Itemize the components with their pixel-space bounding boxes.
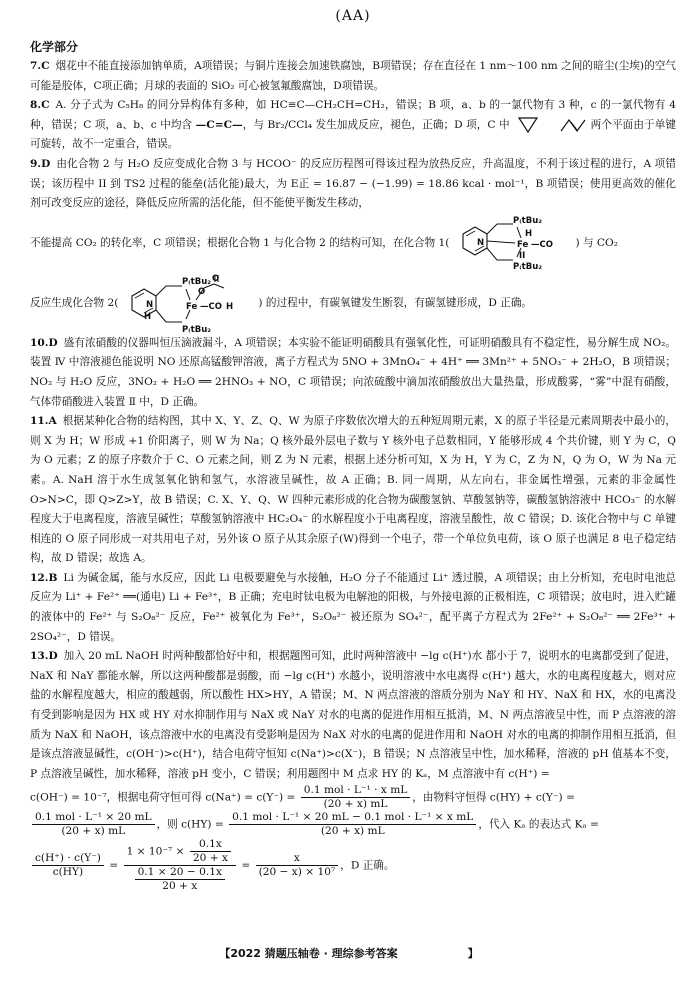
item-answer: C bbox=[41, 99, 50, 112]
answer-item-13 bbox=[30, 647, 676, 784]
item-text: ) 的过程中，有碳氧键发生断裂，有碳氢键形成，D 正确。 bbox=[258, 296, 533, 309]
fe-label: Fe bbox=[517, 239, 529, 250]
compound-2-structure bbox=[122, 272, 254, 334]
fraction-numerator: 0.1 mol · L⁻¹ × 20 mL − 0.1 mol · L⁻¹ × x mL bbox=[229, 811, 476, 825]
item-text: 两个平面由于单键可旋转，故不一定重合，错误。 bbox=[30, 118, 676, 151]
item-number: 7. bbox=[30, 60, 42, 72]
item-number: 13. bbox=[30, 650, 49, 663]
fraction-numerator: 0.1 mol · L⁻¹ · x mL bbox=[301, 784, 411, 798]
item-text: ，与 Br₂/CCl₄ 发生加成反应，褪色，正确；D 项，C 中 bbox=[242, 118, 510, 131]
item-number: 10. bbox=[30, 336, 49, 349]
item-answer: C bbox=[41, 60, 50, 72]
fraction-numerator: 0.1 mol · L⁻¹ × 20 mL bbox=[32, 811, 155, 825]
item-text: c(OH⁻) = 10⁻⁷，根据电荷守恒可得 c(Na⁺) = c(Y⁻) = bbox=[30, 791, 296, 804]
item-text: 不能提高 CO₂ 的转化率，C 项错误；根据化合物 1 与化合物 2 的结构可知，在化合物 1( bbox=[30, 236, 450, 249]
fraction bbox=[32, 811, 155, 838]
cyclopropane-structure-icon bbox=[517, 116, 547, 134]
answer-item-9-continued-2 bbox=[30, 272, 676, 334]
answer-item-9 bbox=[30, 155, 676, 214]
item-text: Li 为碱金属，能与水反应，因此 Li 电极要避免与水接触，H₂O 分子不能通过 Li⁺ 透过膜，A 项错误；由上分析知，充电时电池总反应为 Li⁺ + Fe²⁺ ══(通电) Li + Fe³⁺，B 正确；充电时钛电极为电解池的阳极，与外接电源的正极相连，C 项错误；放电时，进入贮罐的液体中的 Fe²⁺ 与 S₂O₈²⁻ 反应，Fe²⁺ 被氧化为 Fe³⁺，S₂O₈²⁻ 被还原为 SO₄²⁻，配平离子方程式为 2Fe²⁺ + S₂O₈²⁻ ══ 2Fe³⁺ + 2SO₄²⁻，D 错误。 bbox=[30, 571, 676, 643]
fraction bbox=[190, 838, 231, 865]
equation-line-3 bbox=[30, 838, 676, 893]
item-text: 根据某种化合物的结构图，其中 X、Y、Z、Q、W 为原子序数依次增大的五种短周期元素，X 的原子半径是元素周期表中最小的，则 X 为 H；W 形成 +1 价阳离子，则 W 为 Na；Q 核外最外层电子数与 Y 核外电子总数相同，Y 能够形成 4 个共价键，则 Y 为 C，Q 为 O 元素；Z 的原子序数介于 C、O 元素之间，则 Z 为 N 元素，根据上述分析可知，X 为 H，Y 为 C，Z 为 N，Q 为 O，W 为 Na 元素。A. NaH 溶于水生成氢氧化钠和氢气，水溶液呈碱性，故 A 正确；B. 同一周期，从左向右，非金属性增强，元素的非金属性 O>N>C，即 Q>Z>Y，故 B 错误；C. X、Y、Q、W 四种元素形成的化合物为碳酸氢钠、草酸氢钠等，碳酸氢钠溶液中 HCO₃⁻ 的水解程度大于电离程度，溶液呈碱性；草酸氢钠溶液中 HC₂O₄⁻ 的水解程度小于电离程度，溶液呈酸性，故 C 错误；D. 该化合物中与 C 单键相连的 O 原子同形成一对共用电子对，另外该 O 原子从其余原子(W)得到一个电子，带一个单位负电荷，该 O 原子也满足 8 电子稳定结构，故 D 错误；故选 A。 bbox=[30, 415, 676, 565]
fraction bbox=[256, 852, 339, 879]
oxygen-label: O bbox=[212, 273, 220, 284]
item-text: 反应生成化合物 2( bbox=[30, 296, 119, 309]
item-text: 盛有浓硝酸的仪器叫恒压滴液漏斗，A 项错误；本实验不能证明硝酸具有强氧化性，可证明硝酸具有不稳定性，易分解生成 NO₂。装置 Ⅳ 中溶液褪色能说明 NO 还原高锰酸钾溶液，离子方程式为 5NO + 3MnO₄⁻ + 4H⁺ ══ 3Mn²⁺ + 5NO₃⁻ + 2H₂O，B 项错误；NO₂ 与 H₂O 反应，3NO₂ + H₂O ══ 2HNO₃ + NO，C 项错误；向浓硫酸中滴加浓硝酸放出大量热量，形成酸雾，“雾”中混有硝酸，气体带硝酸进入装置 Ⅱ 中，D 正确。 bbox=[30, 336, 676, 408]
item-text: ，D 正确。 bbox=[340, 859, 395, 872]
answer-item-8 bbox=[30, 96, 676, 155]
fe-label: Fe bbox=[186, 301, 198, 312]
answer-item-12 bbox=[30, 569, 676, 647]
item-number: 9. bbox=[30, 157, 42, 170]
formate-h-label: H bbox=[226, 301, 234, 312]
item-text: ) 与 CO₂ bbox=[575, 236, 618, 249]
compound-fraction bbox=[124, 838, 236, 893]
item-answer: D bbox=[48, 650, 58, 663]
item-text: ，代入 Kₐ 的表达式 Kₐ = bbox=[478, 818, 599, 831]
n-label: N bbox=[146, 299, 154, 310]
ptbu2-label: P₍tBu₂ bbox=[182, 276, 212, 287]
item-text: 加入 20 mL NaOH 时两种酸都恰好中和，根据题图可知，此时两种溶液中 −lg c(H⁺)水 都小于 7，说明水的电离都受到了促进，NaX 和 NaY 都能水解，所以这两种酸都是弱酸，而 −lg c(H⁺) 水越小，说明溶液中水电离得 c(H⁺) 越大，水的电离程度越大，则对应盐的水解程度越大，相应的酸越弱，所以酸性 HX>HY，A 错误；M、N 两点溶液的溶质分别为 NaY 和 HY、NaX 和 HX，水的电离没有受到影响是因为 HX 或 HY 对水抑制作用与 NaX 或 NaY 对水的电离的促进作用相互抵消，M、N 两点溶液呈中性，而 P 点溶液的溶质为 NaX 和 NaOH，该点溶液中水的电离没有受影响是因为 NaX 对水的电离的促进作用和 NaOH 对水的电离的抑制作用相互抵消，但是该点溶液显碱性，c(OH⁻)>c(H⁺)，结合电荷守恒知 c(Na⁺)>c(X⁻)，B 错误；N 点溶液呈中性，加水稀释，溶液的 pH 值基本不变，P 点溶液呈碱性，加水稀释，溶液 pH 变小，C 错误；利用题图中 M 点求 HY 的 Kₐ，M 点溶液中有 c(H⁺) = bbox=[30, 650, 676, 780]
ptbu2-label: P₍tBu₂ bbox=[513, 215, 543, 226]
fraction bbox=[301, 784, 411, 811]
h-label: H bbox=[144, 311, 152, 322]
co-label: —CO bbox=[531, 239, 554, 250]
footer-bracket: 】 bbox=[467, 947, 479, 960]
footer-title: 【2022 猜题压轴卷 · 理综参考答案 bbox=[219, 947, 398, 960]
fraction bbox=[229, 811, 476, 838]
fraction-numerator: c(H⁺) · c(Y⁻) bbox=[32, 852, 104, 866]
section-title: 化学部分 bbox=[30, 40, 79, 54]
item-answer: D bbox=[48, 336, 58, 349]
fraction-numerator: 0.1 × 20 − 0.1x bbox=[135, 866, 225, 880]
fraction-denominator: 20 + x bbox=[162, 880, 198, 893]
co-label: —CO bbox=[200, 301, 223, 312]
page-footer bbox=[0, 945, 698, 961]
fraction-denominator: (20 + x) mL bbox=[61, 825, 126, 838]
fraction bbox=[32, 852, 104, 879]
n-label: N bbox=[477, 237, 485, 248]
page-header: (AA) bbox=[335, 8, 371, 24]
compound-1-structure bbox=[453, 214, 571, 272]
item-answer: A bbox=[48, 415, 57, 428]
fraction-numerator: 0.1x bbox=[190, 838, 231, 852]
fraction-numerator bbox=[124, 838, 236, 866]
oxygen-label: O bbox=[198, 286, 206, 297]
equation-line-1 bbox=[30, 784, 676, 811]
item-text: 烟花中不能直接添加钠单质，A项错误；与铜片连接会加速铁腐蚀，B项错误；存在直径在 1 nm～100 nm 之间的暗尘(尘埃)的空气可能是胶体，C项正确；月球的表面的 SiO₂ 可心被氢氟酸腐蚀，D项错误。 bbox=[30, 60, 676, 92]
item-number: 11. bbox=[30, 415, 49, 428]
ptbu2-label: P₍tBu₂ bbox=[513, 261, 543, 272]
answer-item-9-continued bbox=[30, 214, 676, 272]
item-text: ，则 c(HY) = bbox=[156, 818, 224, 831]
answer-item-10 bbox=[30, 334, 676, 412]
cc-double-bond: —C=C— bbox=[195, 118, 243, 131]
fraction-denominator: c(HY) bbox=[52, 866, 84, 879]
fraction-denominator: (20 + x) mL bbox=[323, 798, 388, 811]
ptbu2-label: P₍tBu₂ bbox=[182, 324, 212, 334]
item-answer: B bbox=[48, 571, 58, 584]
hydride-label: H bbox=[525, 228, 533, 239]
equals-sign: = bbox=[241, 859, 251, 872]
equals-sign: = bbox=[109, 859, 119, 872]
fraction bbox=[135, 866, 225, 893]
fraction-denominator: (20 − x) × 10⁷ bbox=[258, 866, 336, 879]
fraction-part: 1 × 10⁻⁷ × bbox=[126, 845, 185, 858]
item-answer: D bbox=[41, 157, 51, 170]
answer-item-11 bbox=[30, 412, 676, 569]
answer-item-7 bbox=[30, 57, 676, 96]
item-text: ，由物料守恒得 c(HY) + c(Y⁻) = bbox=[412, 791, 575, 804]
equation-line-2 bbox=[30, 811, 676, 838]
item-text: 由化合物 2 与 H₂O 反应变成化合物 3 与 HCOO⁻ 的反应历程图可得该过程为放热反应，升高温度，不利于该过程的进行，A 项错误；该历程中 II 到 TS2 过程的能垒(活化能)最大，为 E正 = 16.87 − (−1.99) = 18.86 kcal · mol⁻¹，B 项错误；使用更高效的催化剂可改变反应的途径，降低反应所需的活化能，但不能使平衡发生移动， bbox=[30, 157, 676, 210]
fraction-denominator bbox=[124, 866, 236, 893]
fraction-denominator: (20 + x) mL bbox=[320, 825, 385, 838]
item-text: A. 分子式为 C₅H₈ 的同分异构体有多种，如 HC≡C—CH₂CH=CH₂，错误；B 项，a、b 的一氯代物有 3 种，c 的一氯代物有 4 种，错误；C 项，a、b、c 中均含 bbox=[30, 99, 676, 131]
alkene-chain-structure-icon bbox=[559, 116, 587, 134]
fraction-numerator: x bbox=[256, 852, 339, 866]
fraction-denominator: 20 + x bbox=[192, 852, 228, 865]
ii-label: II bbox=[519, 250, 526, 261]
item-number: 8. bbox=[30, 99, 42, 112]
item-number: 12. bbox=[30, 571, 49, 584]
